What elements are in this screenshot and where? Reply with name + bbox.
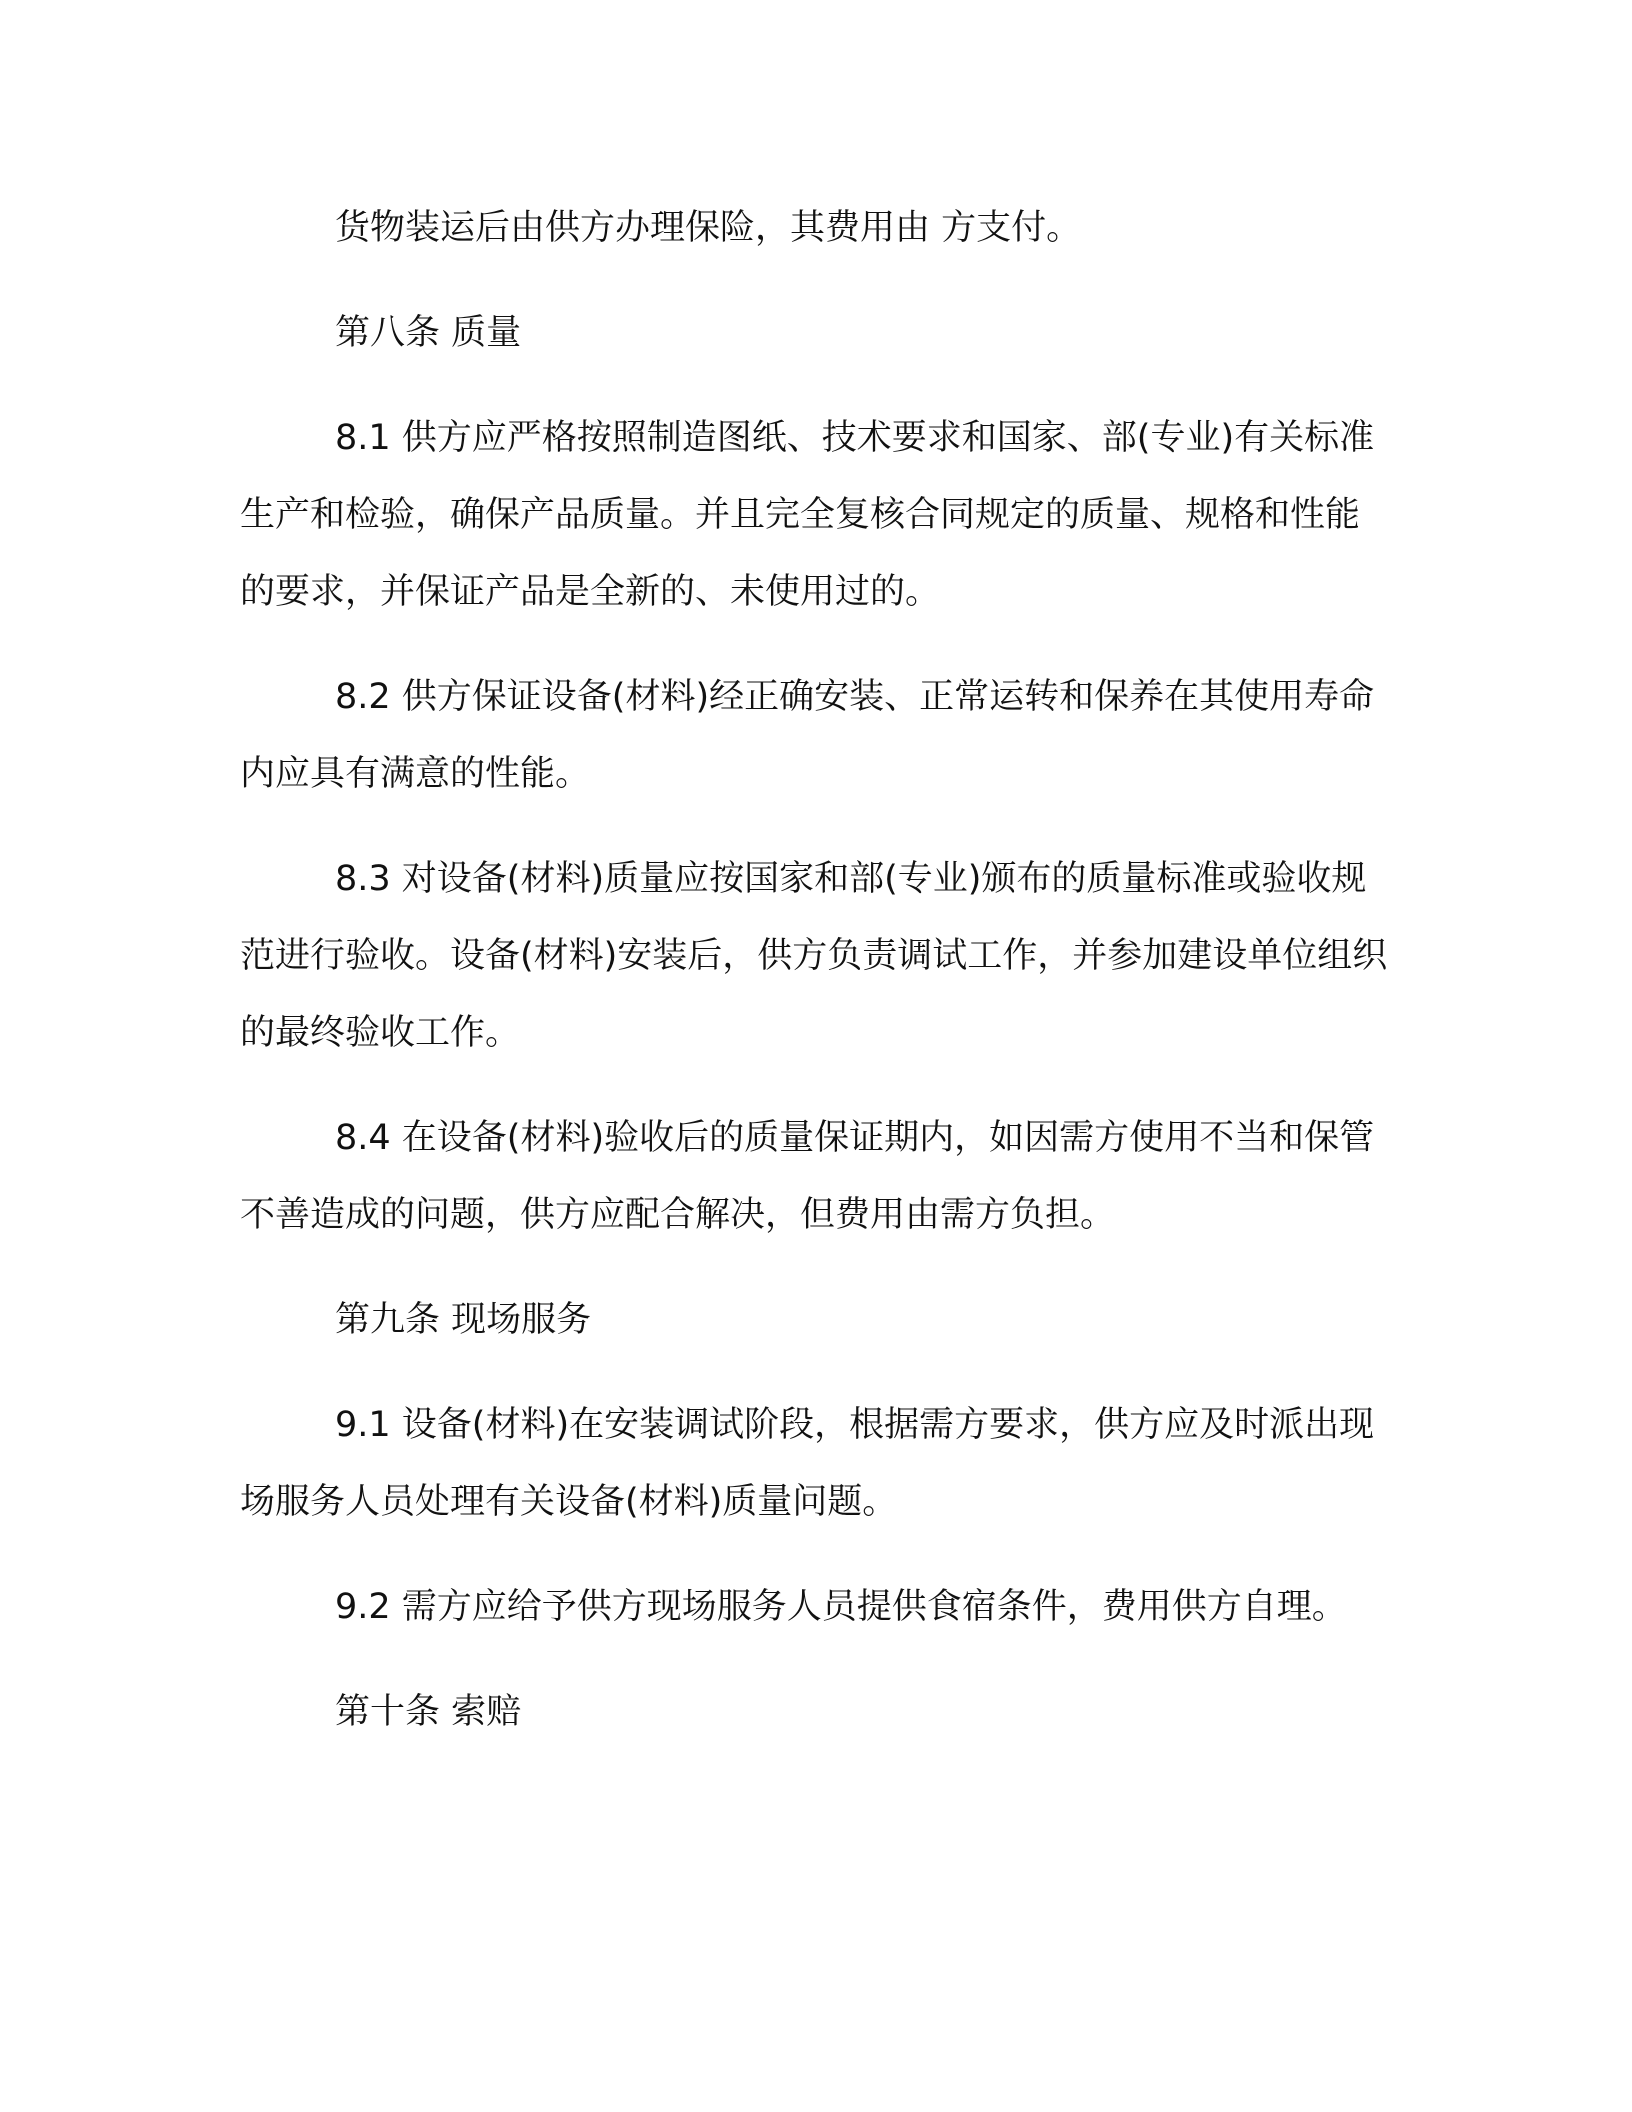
document-body (240, 190, 1390, 1751)
paragraph-insurance: 货物装运后由供方办理保险，其费用由 方支付。 (335, 208, 1082, 248)
heading-article-10-claims: 第十条 索赔 (335, 1692, 522, 1732)
heading-article-8-quality: 第八条 质量 (335, 313, 522, 353)
clause-9-1: 9.1 设备(材料)在安装调试阶段，根据需方要求，供方应及时派出现场服务人员处理有关设备(材料)质量问题。 (240, 1405, 1375, 1522)
clause-8-4: 8.4 在设备(材料)验收后的质量保证期内，如因需方使用不当和保管不善造成的问题，供方应配合解决，但费用由需方负担。 (240, 1118, 1375, 1235)
clause-9-2: 9.2 需方应给予供方现场服务人员提供食宿条件，费用供方自理。 (335, 1587, 1347, 1627)
clause-8-3: 8.3 对设备(材料)质量应按国家和部(专业)颁布的质量标准或验收规范进行验收。设备(材料)安装后，供方负责调试工作，并参加建设单位组织的最终验收工作。 (240, 859, 1388, 1053)
heading-article-9-onsite-service: 第九条 现场服务 (335, 1300, 592, 1340)
clause-8-1: 8.1 供方应严格按照制造图纸、技术要求和国家、部(专业)有关标准生产和检验，确保产品质量。并且完全复核合同规定的质量、规格和性能的要求，并保证产品是全新的、未使用过的。 (240, 418, 1375, 612)
clause-8-2: 8.2 供方保证设备(材料)经正确安装、正常运转和保养在其使用寿命内应具有满意的性能。 (240, 677, 1375, 794)
